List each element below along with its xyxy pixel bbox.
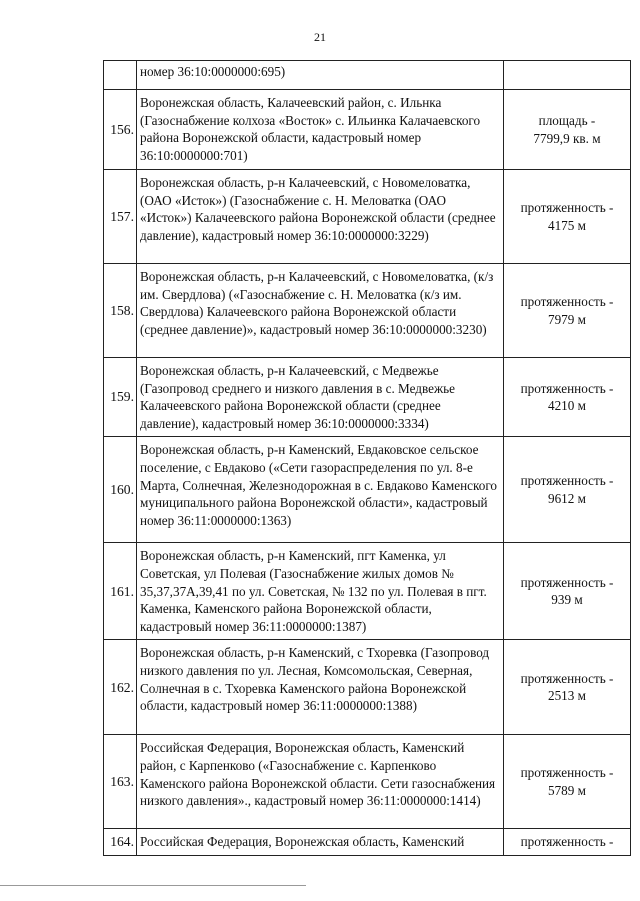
- value-amount: 9612 м: [547, 490, 587, 506]
- value-amount: 939 м: [551, 592, 583, 608]
- row-value: [504, 358, 631, 437]
- row-value: [504, 640, 631, 735]
- value-label: протяженность -: [520, 473, 614, 489]
- row-value: [504, 264, 631, 358]
- value-amount: 7799,9 кв. м: [533, 130, 601, 146]
- table-row: [104, 640, 631, 735]
- table-row: [104, 543, 631, 640]
- row-value: [504, 829, 631, 856]
- value-amount: 5789 м: [547, 782, 587, 798]
- row-number: 160.: [104, 437, 137, 543]
- value-amount: 4210 м: [547, 398, 587, 414]
- value-label: протяженность -: [520, 574, 614, 590]
- property-registry-table: [103, 60, 631, 856]
- value-amount: 7979 м: [547, 311, 587, 327]
- table-row: [104, 437, 631, 543]
- row-number: 159.: [104, 358, 137, 437]
- value-amount: 4175 м: [547, 217, 587, 233]
- row-number: 161.: [104, 543, 137, 640]
- row-value: [504, 90, 631, 170]
- page-bottom-rule: [0, 885, 306, 886]
- row-description: Воронежская область, р-н Каменский, с Тхоревка (Газопровод низкого давления по ул. Лесная, Комсомольская, Северная, Солнечная в с. Тхоревка Каменского района Воронежской области, кадастровый номер 36:11:0000000:1388): [137, 640, 504, 735]
- value-label: протяженность -: [520, 380, 614, 396]
- row-value: [504, 735, 631, 829]
- page-number: 21: [314, 30, 326, 44]
- table-row: [104, 90, 631, 170]
- row-number: 156.: [104, 90, 137, 170]
- table-row: [104, 735, 631, 829]
- value-label: протяженность -: [520, 293, 614, 309]
- value-label: протяженность -: [520, 834, 614, 850]
- value-label: протяженность -: [520, 199, 614, 215]
- table-row: [104, 829, 631, 856]
- row-description: Воронежская область, р-н Каменский, Евдаковское сельское поселение, с Евдаково («Сети газораспределения по ул. 8-е Марта, Солнечная, Железнодорожная в с. Евдаково Каменского муниципального района Воронежской области», кадастровый номер 36:11:0000000:1363): [137, 437, 504, 543]
- row-description: Воронежская область, Калачеевский район, с. Ильнка (Газоснабжение колхоза «Восток» с. Ильинка Калачаевского района Воронежской области, кадастровый номер 36:10:0000000:701): [137, 90, 504, 170]
- row-value: [504, 543, 631, 640]
- row-description: Российская Федерация, Воронежская область, Каменский район, с Карпенково («Газоснабжение с. Карпенково Каменского района Воронежской области. Сети газоснабжения низкого давления»., кадастровый номер 36:11:0000000:1414): [137, 735, 504, 829]
- row-value: [504, 61, 631, 90]
- row-value: [504, 170, 631, 264]
- row-description: Воронежская область, р-н Каменский, пгт Каменка, ул Советская, ул Полевая (Газоснабжение жилых домов № 35,37,37А,39,41 по ул. Советская, № 132 по ул. Полевая в пгт. Каменка, Каменского района Воронежской области, кадастровый номер 36:11:0000000:1387): [137, 543, 504, 640]
- row-number: 158.: [104, 264, 137, 358]
- row-description: номер 36:10:0000000:695): [137, 61, 504, 90]
- row-number: 157.: [104, 170, 137, 264]
- table-row: [104, 264, 631, 358]
- row-description: Воронежская область, р-н Калачеевский, с Новомеловатка, (ОАО «Исток») (Газоснабжение с. Н. Меловатка (ОАО «Исток») Калачеевского района Воронежской области (среднее давление), кадастровый номер 36:10:0000000:3229): [137, 170, 504, 264]
- row-number: 164.: [104, 829, 137, 856]
- value-label: протяженность -: [520, 765, 614, 781]
- value-label: площадь -: [538, 112, 596, 128]
- row-number: 162.: [104, 640, 137, 735]
- value-amount: 2513 м: [547, 688, 587, 704]
- row-number: [104, 61, 137, 90]
- value-label: протяженность -: [520, 670, 614, 686]
- row-description: Воронежская область, р-н Калачеевский, с Новомеловатка, (к/з им. Свердлова) («Газоснабжение с. Н. Меловатка (к/з им. Свердлова) Калачеевского района Воронежской области (среднее давление)», кадастровый номер 36:10:0000000:3230): [137, 264, 504, 358]
- row-description: Российская Федерация, Воронежская область, Каменский: [137, 829, 504, 856]
- row-number: 163.: [104, 735, 137, 829]
- table-row: [104, 61, 631, 90]
- table-row: [104, 170, 631, 264]
- row-value: [504, 437, 631, 543]
- table-row: [104, 358, 631, 437]
- row-description: Воронежская область, р-н Калачеевский, с Медвежье (Газопровод среднего и низкого давления в с. Медвежье Калачеевского района Воронежской области (среднее давление), кадастровый номер 36:10:0000000:3334): [137, 358, 504, 437]
